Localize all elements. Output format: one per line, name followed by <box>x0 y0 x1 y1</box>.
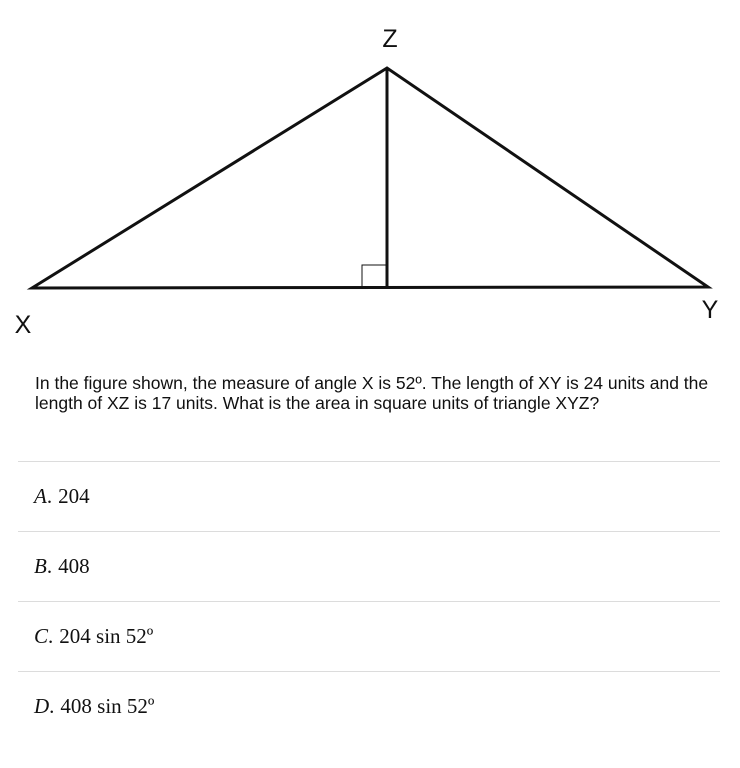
choice-d[interactable] <box>18 671 720 741</box>
choice-value: 408 sin 52º <box>60 694 155 718</box>
choice-separator: . <box>46 484 53 508</box>
choice-separator: . <box>48 624 54 648</box>
choice-letter: A <box>34 484 47 508</box>
vertex-label-x: X <box>14 311 32 339</box>
triangle-xyz <box>32 68 708 288</box>
triangle-diagram <box>0 0 740 345</box>
answer-choices <box>18 461 720 741</box>
choice-a[interactable] <box>18 461 720 531</box>
right-angle-marker <box>362 265 387 288</box>
choice-letter: D <box>34 694 50 718</box>
vertex-label-y: Y <box>701 296 719 324</box>
choice-separator: . <box>46 554 53 578</box>
choice-c[interactable] <box>18 601 720 671</box>
choice-value: 408 <box>58 554 90 578</box>
vertex-label-z: Z <box>382 25 398 53</box>
choice-b[interactable] <box>18 531 720 601</box>
question-text: In the figure shown, the measure of angle X is 52º. The length of XY is 24 units and the length of XZ is 17 units. What is the area in square units of triangle XYZ? <box>35 373 709 413</box>
choice-letter: B <box>34 554 47 578</box>
choice-value: 204 sin 52º <box>59 624 154 648</box>
triangle-figure <box>0 0 740 345</box>
choice-separator: . <box>49 694 55 718</box>
choice-value: 204 <box>58 484 90 508</box>
choice-letter: C <box>34 624 49 648</box>
